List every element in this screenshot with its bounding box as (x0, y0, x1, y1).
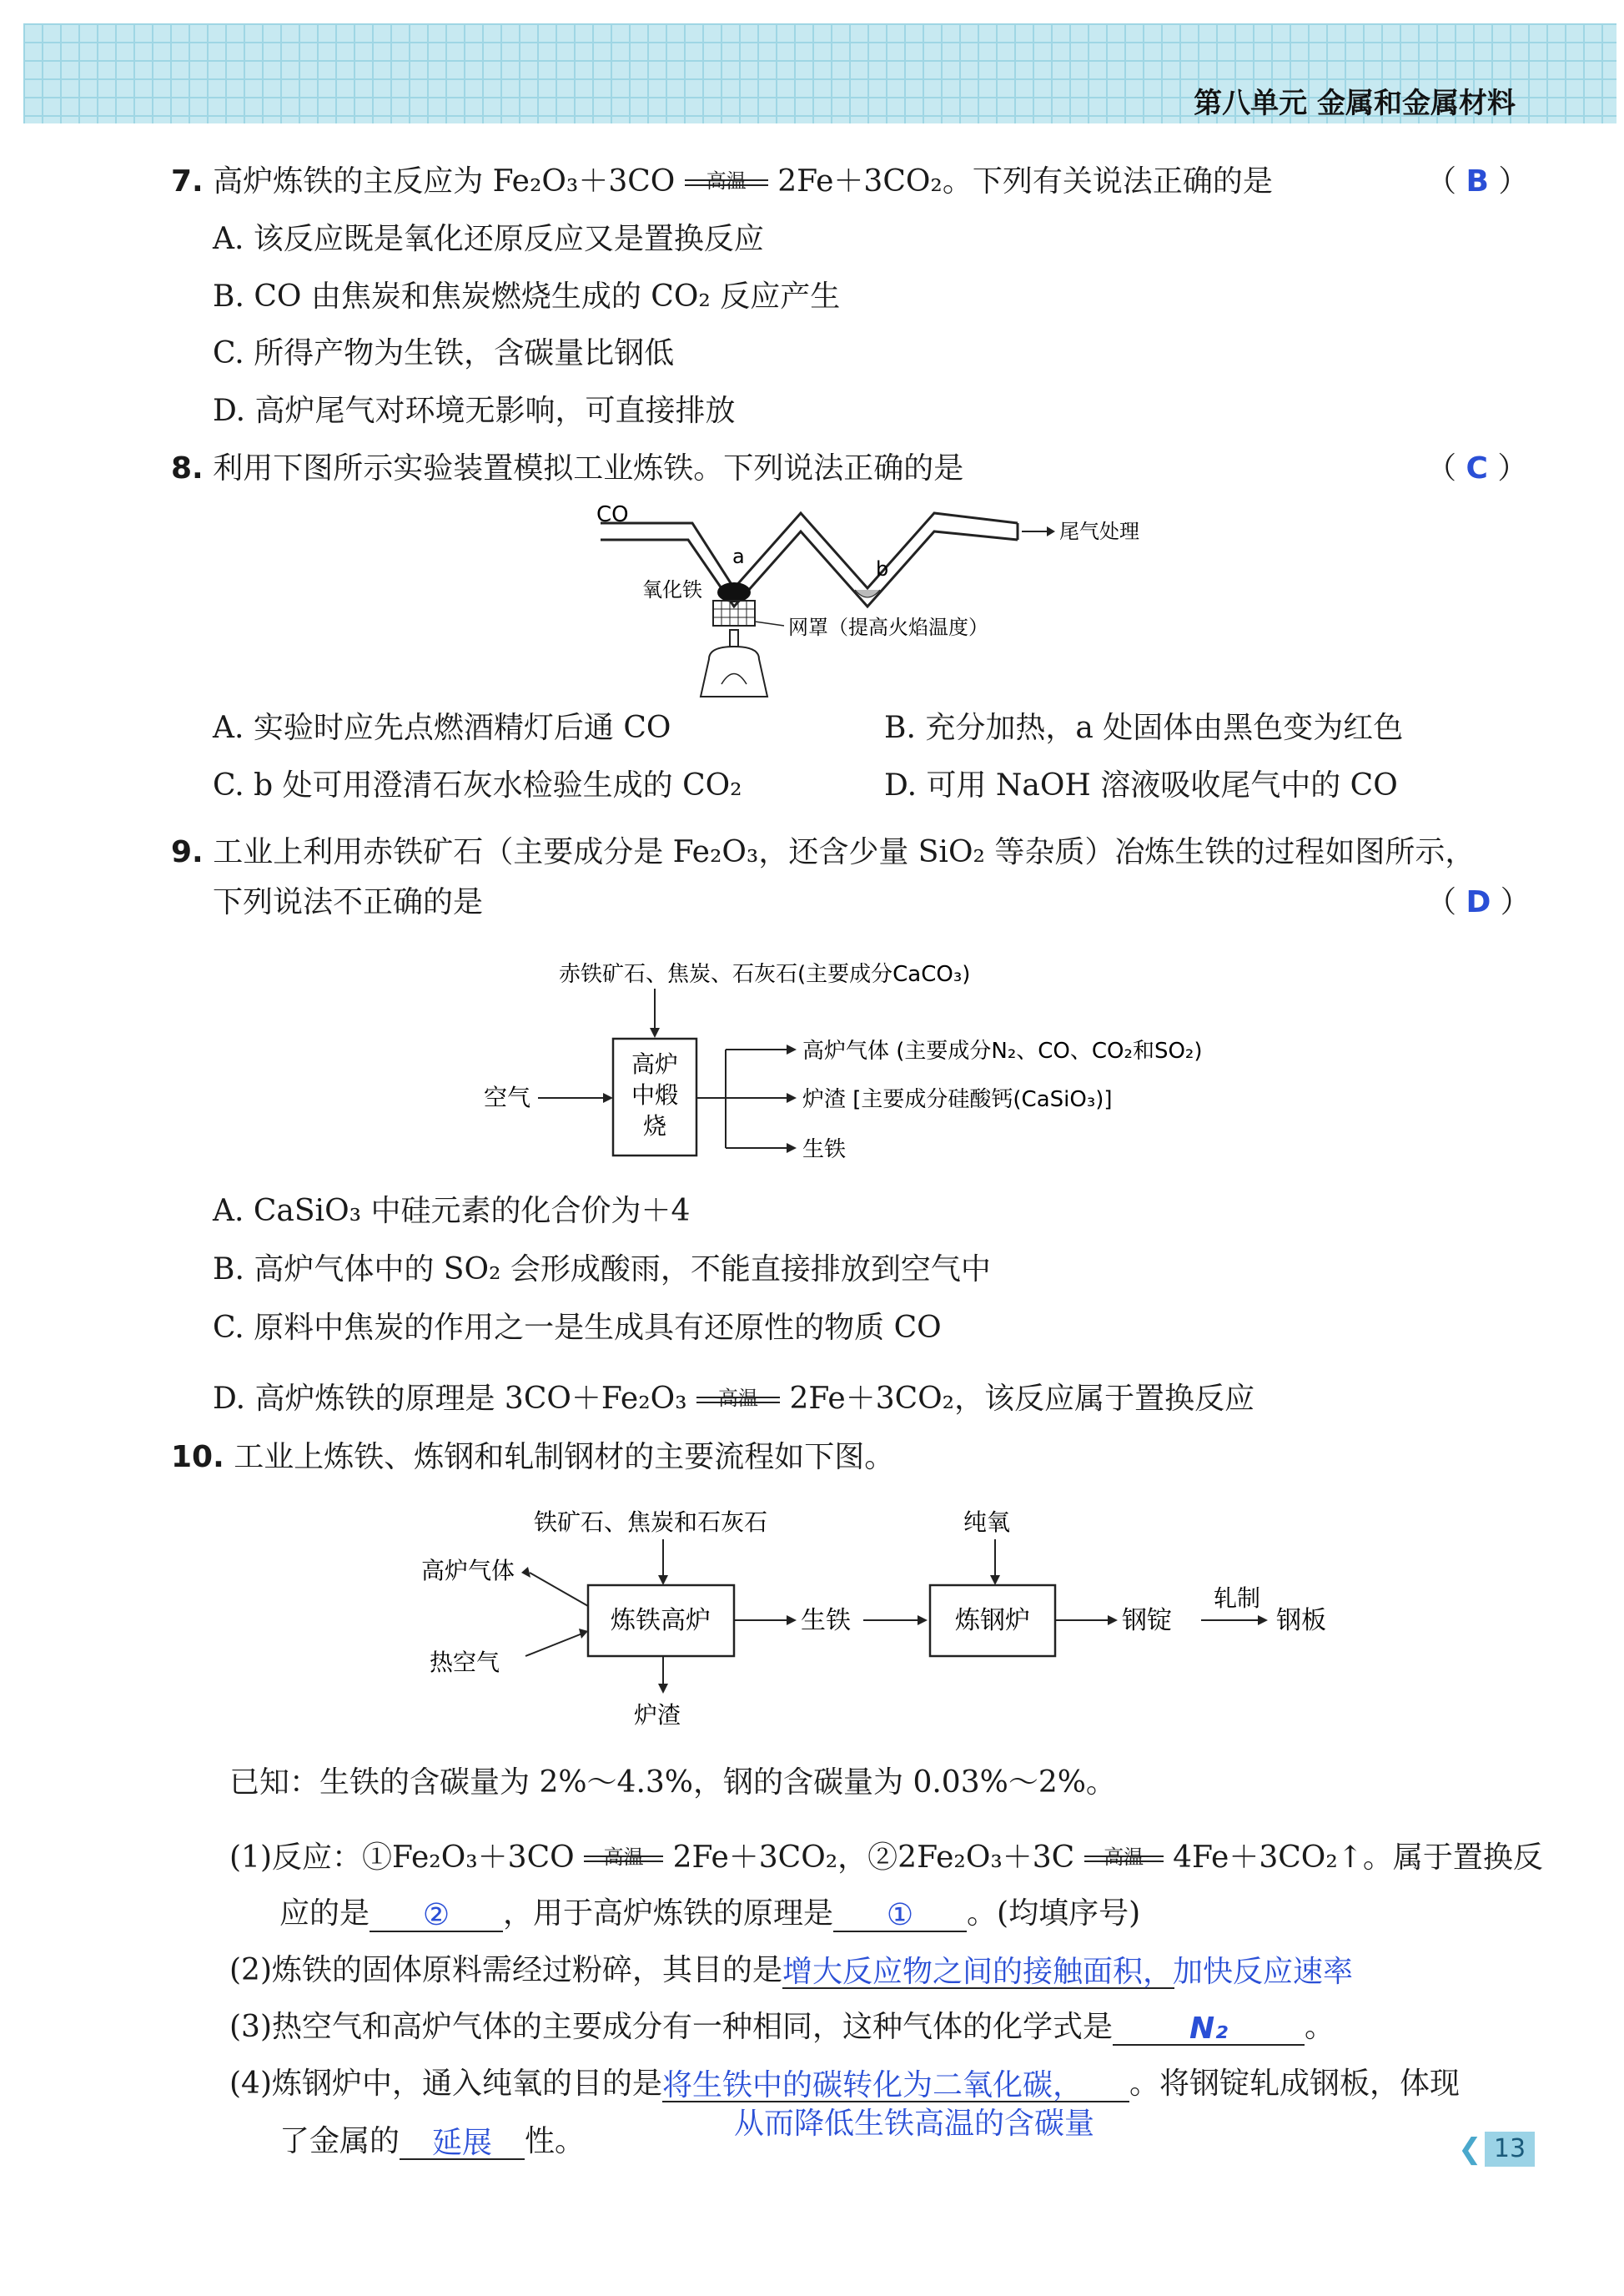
q7-option-d: D. 高炉尾气对环境无影响，可直接排放 (213, 394, 736, 428)
q9-number: 9. (171, 835, 204, 869)
q8-answer: C (1466, 451, 1488, 486)
q10-blank-5[interactable]: 将生铁中的碳转化为二氧化碳， (662, 2067, 1129, 2102)
q8-option-a: A. 实验时应先点燃酒精灯后通 CO (213, 711, 671, 745)
svg-text:烧: 烧 (642, 1112, 667, 1140)
q8-option-c: C. b 处可用澄清石灰水检验生成的 CO₂ (213, 768, 742, 803)
q10-process-diagram (409, 1502, 1368, 1735)
q9-option-a: A. CaSiO₃ 中硅元素的化合价为＋4 (213, 1194, 691, 1228)
q10-blank-4[interactable]: N₂ (1113, 2011, 1305, 2046)
co-label: CO (596, 502, 629, 527)
q10-blank-5-continued: 从而降低生铁高温的含碳量 (734, 2107, 1095, 2141)
q9-air-label: 空气 (484, 1084, 531, 1111)
q9-option-d: D. 高炉炼铁的原理是 3CO＋Fe₂O₃ 高温 2Fe＋3CO₂，该反应属于置换反应 (213, 1382, 1255, 1416)
q9-stem-line2: 下列说法不正确的是 (213, 885, 484, 919)
q9-answer-bracket: （ D ） (1426, 885, 1531, 919)
q7-answer-bracket: （ B ） (1426, 164, 1529, 199)
page-chevron-icon: ❮ (1458, 2132, 1482, 2166)
q9-answer: D (1466, 885, 1491, 919)
point-b-label: b (876, 557, 889, 581)
svg-text:炼铁高炉: 炼铁高炉 (611, 1606, 711, 1635)
q10-gas-label: 高炉气体 (421, 1557, 515, 1584)
svg-text:高炉: 高炉 (631, 1050, 679, 1078)
q10-stem: 10. 工业上炼铁、炼钢和轧制钢材的主要流程如下图。 (171, 1440, 895, 1474)
q9-input-label: 赤铁矿石、焦炭、石灰石(主要成分CaCO₃) (559, 962, 971, 987)
q9-process-diagram (475, 951, 1310, 1176)
q7-option-c: C. 所得产物为生铁，含碳量比钢低 (213, 336, 675, 370)
q10-part1-line2: 应的是 ② ，用于高炉炼铁的原理是 ① 。(均填序号) (279, 1896, 1141, 1932)
q10-oxygen-label: 纯氧 (963, 1508, 1011, 1536)
q10-part4: (4)炼钢炉中，通入纯氧的目的是将生铁中的碳转化为二氧化碳， 。将钢锭轧成钢板，体现 (229, 2067, 1461, 2102)
point-a-label: a (732, 545, 745, 568)
svg-text:炼钢炉: 炼钢炉 (955, 1606, 1030, 1635)
net-label: 网罩（提高火焰温度） (788, 616, 988, 639)
q9-option-b: B. 高炉气体中的 SO₂ 会形成酸雨，不能直接排放到空气中 (213, 1252, 991, 1286)
q8-answer-bracket: （ C ） (1426, 451, 1528, 486)
q10-blank-2[interactable]: ① (833, 1897, 967, 1932)
q10-blank-3[interactable]: 增大反应物之间的接触面积，加快反应速率 (782, 1955, 1354, 1989)
q10-ingot-label: 钢锭 (1122, 1606, 1172, 1635)
q8-option-d: D. 可用 NaOH 溶液吸收尾气中的 CO (884, 768, 1398, 803)
q9-stem: 9. 工业上利用赤铁矿石（主要成分是 Fe₂O₃，还含少量 SiO₂ 等杂质）冶炼生铁的过程如图所示， (171, 835, 1476, 869)
q8-option-b: B. 充分加热，a 处固体由黑色变为红色 (884, 711, 1404, 745)
q10-blank-1[interactable]: ② (370, 1897, 503, 1932)
q10-roll-label: 轧制 (1214, 1584, 1261, 1612)
q10-part4-line2: 了金属的 延展 性。 (279, 2124, 586, 2160)
q7-number: 7. (171, 164, 204, 199)
q7-option-a: A. 该反应既是氧化还原反应又是置换反应 (213, 222, 764, 256)
q8-apparatus-diagram (584, 496, 1168, 705)
q10-hot-air-label: 热空气 (430, 1649, 500, 1676)
q10-blank-6[interactable]: 延展 (400, 2125, 525, 2160)
q10-known: 已知：生铁的含碳量为 2%～4.3%，钢的含碳量为 0.03%～2%。 (229, 1765, 1116, 1800)
q8-stem: 8. 利用下图所示实验装置模拟工业炼铁。下列说法正确的是 (171, 451, 964, 486)
q9-option-c: C. 原料中焦炭的作用之一是生成具有还原性的物质 CO (213, 1311, 942, 1345)
q9-output-slag: 炉渣 [主要成分硅酸钙(CaSiO₃)] (802, 1087, 1113, 1112)
q10-pig-label: 生铁 (801, 1606, 851, 1635)
q7-stem: 7. 高炉炼铁的主反应为 Fe₂O₃＋3CO 高温 2Fe＋3CO₂。下列有关说法正确的是 (171, 164, 1273, 199)
q10-raw-label: 铁矿石、焦炭和石灰石 (534, 1508, 768, 1536)
q10-part1-line1: (1)反应：①Fe₂O₃＋3CO 高温 2Fe＋3CO₂，②2Fe₂O₃＋3C 高温 4Fe＋3CO₂↑。属于置换反 (229, 1840, 1543, 1875)
tail-gas-label: 尾气处理 (1059, 520, 1139, 543)
q9-output-iron: 生铁 (802, 1137, 847, 1162)
q7-answer: B (1466, 164, 1489, 199)
unit-title: 第八单元 金属和金属材料 (1194, 87, 1516, 120)
q10-plate-label: 钢板 (1276, 1606, 1326, 1635)
q10-slag-label: 炉渣 (634, 1701, 681, 1729)
iron-oxide-label: 氧化铁 (642, 578, 702, 602)
q10-part3: (3)热空气和高炉气体的主要成分有一种相同，这种气体的化学式是 N₂ 。 (229, 2010, 1335, 2046)
svg-text:中煅: 中煅 (631, 1081, 679, 1109)
q7-option-b: B. CO 由焦炭和焦炭燃烧生成的 CO₂ 反应产生 (213, 279, 841, 314)
iron-oxide-sample (717, 582, 751, 602)
q10-number: 10. (171, 1440, 224, 1474)
q9-output-gas: 高炉气体 (主要成分N₂、CO、CO₂和SO₂) (802, 1039, 1203, 1064)
q8-number: 8. (171, 451, 204, 486)
q10-part2: (2)炼铁的固体原料需经过粉碎，其目的是增大反应物之间的接触面积，加快反应速率 (229, 1953, 1354, 1989)
page-number: 13 (1485, 2132, 1535, 2167)
